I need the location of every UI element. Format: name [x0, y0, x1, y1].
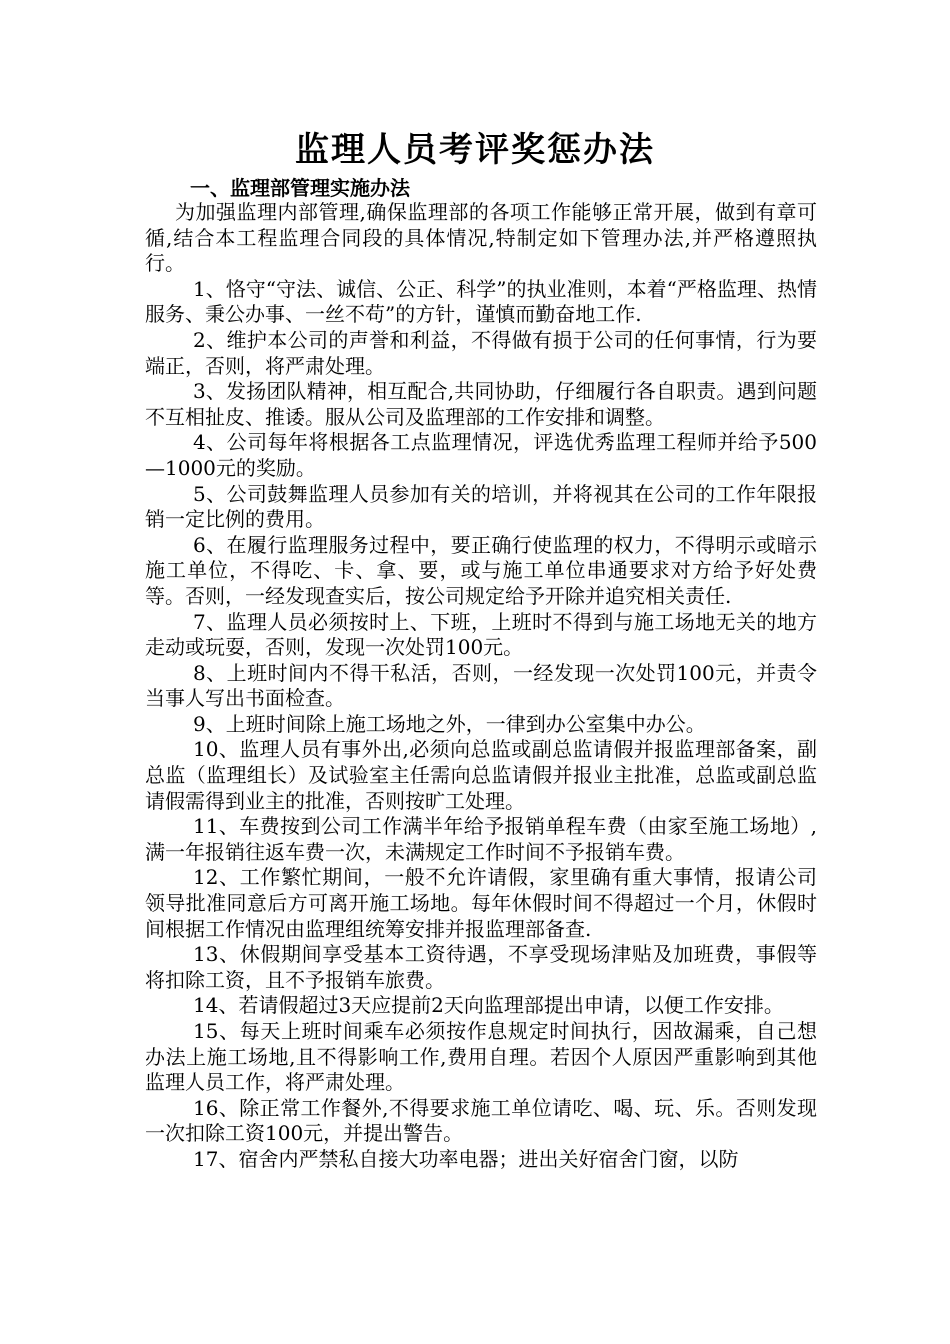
paragraph-item-17: 17、宿舍内严禁私自接大功率电器；进出关好宿舍门窗，以防 [193, 1146, 739, 1171]
paragraph-item-12: 12、工作繁忙期间，一般不允许请假，家里确有重大事情，报请公司领导批准同意后方可离开施工场地。每年休假时间不得超过一个月，休假时间根据工作情况由监理组统筹安排并报监理部备查. [145, 865, 817, 941]
paragraph-item-11: 11、车费按到公司工作满半年给予报销单程车费（由家至施工场地）,满一年报销往返车费一次，未满规定工作时间不予报销车费。 [145, 814, 817, 864]
paragraph-item-13: 13、休假期间享受基本工资待遇，不享受现场津贴及加班费，事假等将扣除工资，且不予报销车旅费。 [145, 942, 817, 992]
paragraph-item-3: 3、发扬团队精神，相互配合,共同协助，仔细履行各自职责。遇到问题不互相扯皮、推诿。服从公司及监理部的工作安排和调整。 [145, 379, 817, 429]
section-heading: 一、监理部管理实施办法 [190, 176, 410, 200]
paragraph-item-14: 14、若请假超过3天应提前2天向监理部提出申请，以便工作安排。 [193, 993, 784, 1018]
document-body [145, 200, 817, 1173]
paragraph-intro: 为加强监理内部管理,确保监理部的各项工作能够正常开展，做到有章可循,结合本工程监理合同段的具体情况,特制定如下管理办法,并严格遵照执行。 [145, 200, 817, 276]
paragraph-item-9: 9、上班时间除上施工场地之外，一律到办公室集中办公。 [193, 711, 706, 736]
paragraph-item-4: 4、公司每年将根据各工点监理情况，评选优秀监理工程师并给予500—1000元的奖励。 [145, 430, 817, 480]
paragraph-item-15: 15、每天上班时间乘车必须按作息规定时间执行，因故漏乘，自己想办法上施工场地,且不得影响工作,费用自理。若因个人原因严重影响到其他监理人员工作，将严肃处理。 [145, 1019, 817, 1095]
document-title: 监理人员考评奖惩办法 [295, 130, 655, 170]
paragraph-item-5: 5、公司鼓舞监理人员参加有关的培训，并将视其在公司的工作年限报销一定比例的费用。 [145, 481, 817, 532]
paragraph-item-16: 16、除正常工作餐外,不得要求施工单位请吃、喝、玩、乐。否则发现一次扣除工资100元，并提出警告。 [145, 1095, 817, 1146]
paragraph-item-7: 7、监理人员必须按时上、下班，上班时不得到与施工场地无关的地方走动或玩耍，否则，发现一次处罚100元。 [145, 609, 817, 660]
paragraph-item-1: 1、恪守“守法、诚信、公正、科学”的执业准则，本着“严格监理、热情服务、秉公办事、一丝不苟”的方针，谨慎而勤奋地工作. [145, 276, 817, 327]
paragraph-item-6: 6、在履行监理服务过程中，要正确行使监理的权力，不得明示或暗示施工单位，不得吃、卡、拿、要，或与施工单位串通要求对方给予好处费等。否则，一经发现查实后，按公司规定给予开除并追究相关责任. [145, 532, 817, 608]
paragraph-item-2: 2、维护本公司的声誉和利益，不得做有损于公司的任何事情，行为要端正，否则，将严肃处理。 [145, 327, 817, 378]
paragraph-item-8: 8、上班时间内不得干私活，否则，一经发现一次处罚100元，并责令当事人写出书面检查。 [145, 660, 817, 711]
paragraph-item-10: 10、监理人员有事外出,必须向总监或副总监请假并报监理部备案，副总监（监理组长）及试验室主任需向总监请假并报业主批准，总监或副总监请假需得到业主的批准，否则按旷工处理。 [145, 737, 817, 813]
